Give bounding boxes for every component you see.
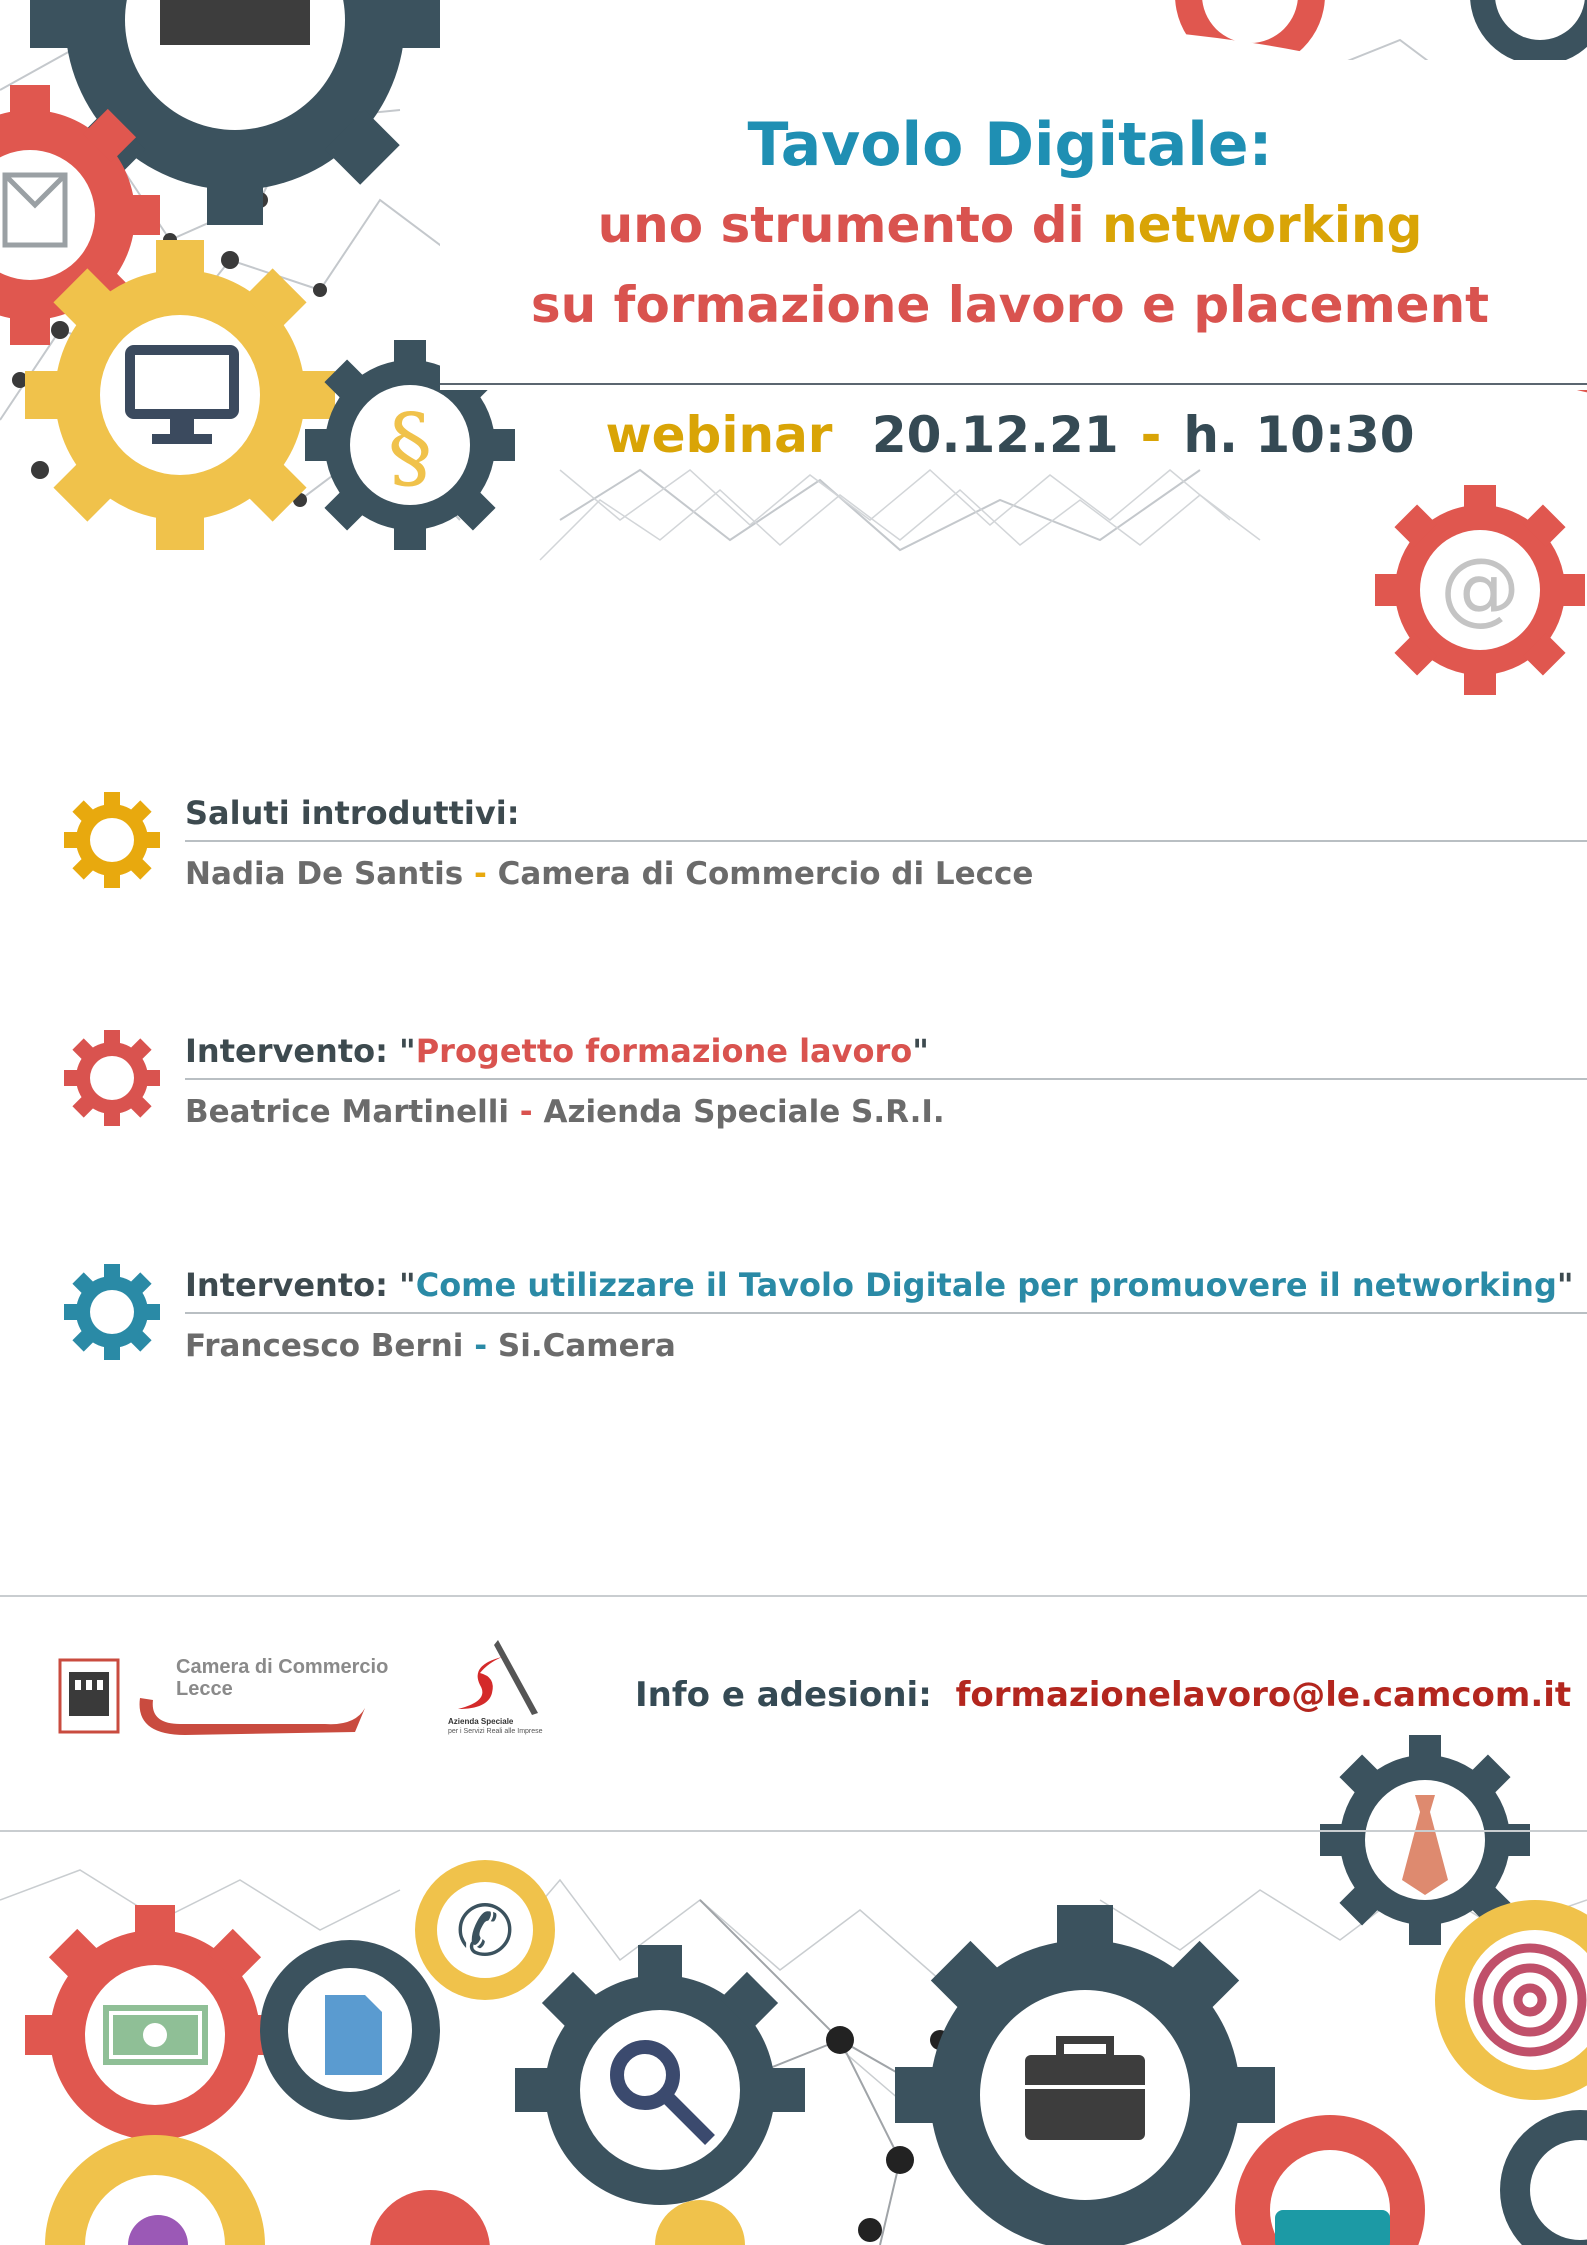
- gear-yellow-left: [25, 240, 335, 550]
- briefcase-icon: [1025, 2040, 1145, 2140]
- speaker-separator: -: [519, 1094, 533, 1130]
- logo1-line1: Camera di Commercio: [176, 1656, 389, 1678]
- agenda-heading: [185, 1032, 929, 1070]
- speaker-name: Nadia De Santis: [185, 856, 464, 892]
- speaker-name: Francesco Berni: [185, 1328, 464, 1364]
- agenda-topic: Progetto formazione lavoro: [415, 1032, 913, 1070]
- agenda-item: [0, 790, 1587, 910]
- info-contact: [635, 1675, 1571, 1715]
- teal-card-icon: [1275, 2210, 1390, 2245]
- speaker-name: Beatrice Martinelli: [185, 1094, 509, 1130]
- agenda-divider: [185, 1078, 1587, 1080]
- agenda-heading-prefix: Intervento: ": [185, 1266, 416, 1304]
- footer-bottom-divider: [0, 1830, 1587, 1832]
- event-datetime: [440, 400, 1580, 470]
- agenda-speaker-line: [185, 1094, 945, 1130]
- logo2-line2: per i Servizi Reali alle Imprese: [448, 1728, 543, 1735]
- document-icon: [325, 1995, 382, 2075]
- gear-slate-top-right: [1470, 0, 1587, 65]
- info-label: Info e adesioni:: [635, 1675, 932, 1715]
- title-block: [440, 105, 1580, 345]
- at-sign-icon: @: [1440, 541, 1520, 634]
- banknote-icon: [103, 2005, 208, 2065]
- section-sign-icon: §: [387, 395, 433, 500]
- agenda-heading-suffix: ": [912, 1032, 929, 1070]
- agenda-item: [0, 1028, 1587, 1148]
- agenda-topic: Come utilizzare il Tavolo Digitale per promuovere il networking: [415, 1266, 1557, 1304]
- network-band-header: [540, 470, 1260, 560]
- gear-red-bullet-icon: [62, 1028, 162, 1128]
- agenda-heading-suffix: ": [1556, 1266, 1574, 1304]
- logo1-line2: Lecce: [176, 1678, 233, 1700]
- speaker-organization: Azienda Speciale S.R.I.: [543, 1094, 945, 1130]
- datetime-separator: -: [1140, 406, 1162, 464]
- speaker-organization: Si.Camera: [497, 1328, 676, 1364]
- info-email-link[interactable]: formazionelavoro@le.camcom.it: [955, 1675, 1572, 1715]
- event-date: 20.12.21: [871, 406, 1119, 464]
- agenda-heading: [185, 794, 519, 832]
- gear-blue-bullet-icon: [62, 1262, 162, 1362]
- agenda-divider: [185, 1312, 1587, 1314]
- title-line-3: su formazione lavoro e placement: [530, 276, 1490, 334]
- footer-top-divider: [0, 1595, 1587, 1597]
- gear-slate-bottom-edge: [1500, 2110, 1587, 2245]
- agenda-heading-prefix: Saluti introduttivi:: [185, 794, 520, 832]
- title-line-2-prefix: uno strumento di: [597, 196, 1103, 254]
- title-line-2: [440, 185, 1580, 265]
- title-highlight: networking: [1102, 196, 1423, 254]
- page-title: Tavolo Digitale:: [747, 110, 1273, 180]
- webinar-label: webinar: [605, 406, 833, 464]
- agenda-heading: [185, 1266, 1574, 1304]
- gear-yellow-bullet-icon: [62, 790, 162, 890]
- agenda-speaker-line: [185, 1328, 676, 1364]
- agenda-item: [0, 1262, 1587, 1382]
- gear-slate-magnifier: [515, 1945, 805, 2205]
- agenda-heading-prefix: Intervento: ": [185, 1032, 416, 1070]
- title-divider: [440, 383, 1587, 385]
- phone-icon: ✆: [455, 1890, 515, 1972]
- azienda-speciale-logo: [440, 1635, 550, 1725]
- event-time: h. 10:30: [1183, 406, 1415, 464]
- gear-yellow-bottom-mid: [655, 2200, 745, 2245]
- agenda-divider: [185, 840, 1587, 842]
- speaker-organization: Camera di Commercio di Lecce: [497, 856, 1034, 892]
- gear-red-bottom-mid: [370, 2190, 490, 2245]
- speaker-separator: -: [473, 856, 487, 892]
- agenda-speaker-line: [185, 856, 1033, 892]
- logo2-line1: Azienda Speciale: [448, 1717, 514, 1726]
- speaker-separator: -: [474, 1328, 488, 1364]
